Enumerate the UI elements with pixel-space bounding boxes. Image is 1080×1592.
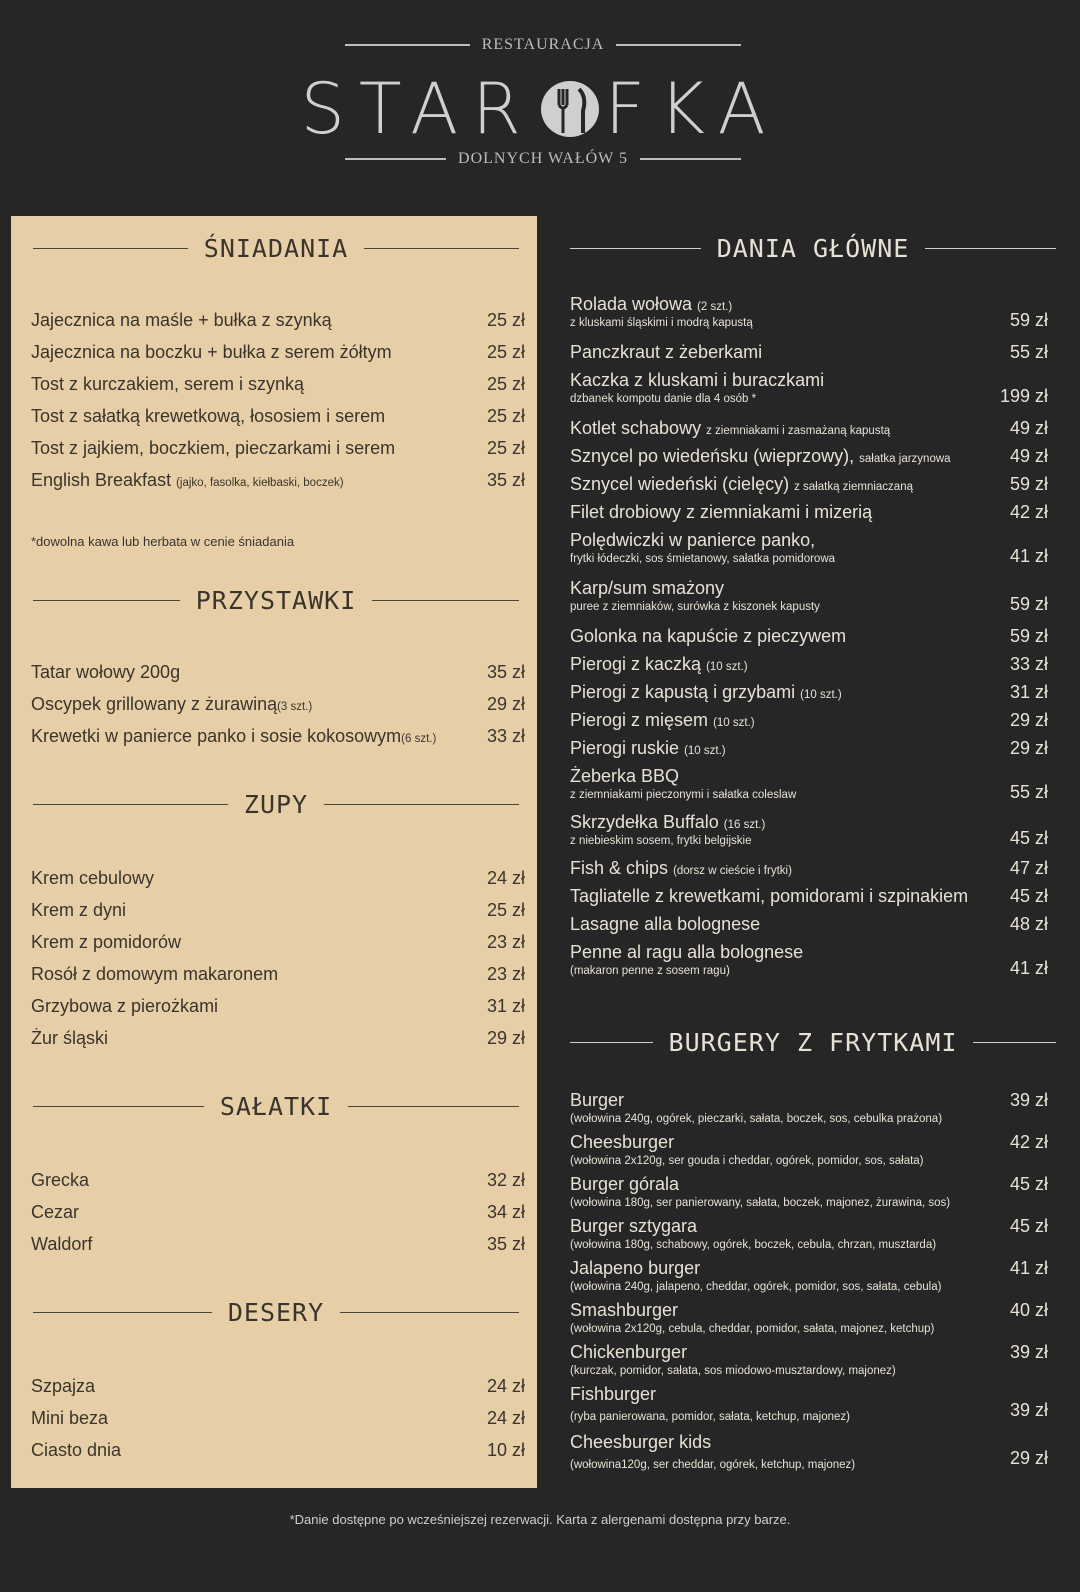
restaurant-logo	[0, 68, 1080, 150]
menu-item	[570, 654, 1048, 675]
menu-item	[31, 310, 525, 331]
item-description: puree z ziemniaków, surówka z kiszonek kapusty	[570, 601, 820, 613]
item-description: z kluskami śląskimi i modrą kapustą	[570, 317, 753, 329]
menu-item	[31, 1202, 525, 1223]
item-description: (makaron penne z sosem ragu)	[570, 965, 730, 977]
item-price: 59 zł	[1009, 594, 1048, 614]
logo-text-start: STAR	[300, 68, 535, 150]
section-heading-burgers	[570, 1028, 1056, 1057]
menu-item	[31, 470, 525, 491]
item-description: (wołowina 2x120g, ser gouda i cheddar, ogórek, pomidor, sos, sałata)	[570, 1155, 924, 1167]
item-name: Panczkraut z żeberkami	[570, 342, 763, 362]
divider	[33, 600, 180, 602]
restaurant-address: DOLNYCH WAŁÓW 5	[458, 150, 628, 167]
menu-item	[570, 914, 1048, 935]
menu-item	[570, 1132, 1048, 1167]
item-price: 49 zł	[1009, 418, 1048, 438]
item-price: 45 zł	[1009, 1174, 1048, 1194]
menu-item	[570, 474, 1048, 495]
item-description: (wołowina 180g, schabowy, ogórek, boczek, cebula, chrzan, musztarda)	[570, 1239, 937, 1251]
item-name: Kaczka z kluskami i buraczkami	[570, 370, 825, 390]
header-top-line	[345, 36, 741, 54]
item-price: 59 zł	[1009, 310, 1048, 330]
right-menu-column	[560, 216, 1060, 1496]
item-price: 42 zł	[1009, 1132, 1048, 1152]
section-heading-salads	[33, 1092, 519, 1121]
section-heading-soups	[33, 790, 519, 819]
divider	[973, 1042, 1056, 1044]
item-description: (wołowina 240g, jalapeno, cheddar, ogórek, pomidor, sos, sałata, cebula)	[570, 1281, 942, 1293]
item-price: 25 zł	[486, 342, 525, 362]
item-price: 55 zł	[1009, 782, 1048, 802]
item-name: Jajecznica na maśle + bułka z szynką	[31, 310, 332, 330]
item-name: Chickenburger	[570, 1342, 688, 1362]
item-price: 25 zł	[486, 406, 525, 426]
menu-item	[31, 1170, 525, 1191]
menu-item	[570, 294, 1048, 329]
item-price: 29 zł	[1009, 710, 1048, 730]
item-price: 59 zł	[1009, 474, 1048, 494]
item-description: (wołowina 2x120g, cebula, cheddar, pomidor, sałata, majonez, ketchup)	[570, 1323, 935, 1335]
section-heading-mains	[570, 234, 1056, 263]
item-price: 29 zł	[1009, 738, 1048, 758]
menu-item	[570, 626, 1048, 647]
menu-item	[570, 1174, 1048, 1209]
item-description: (ryba panierowana, pomidor, sałata, ketchup, majonez)	[570, 1411, 850, 1423]
divider	[324, 804, 519, 806]
item-name: Waldorf	[31, 1234, 93, 1254]
item-name: Grecka	[31, 1170, 90, 1190]
menu-item	[570, 710, 1048, 731]
item-description: z niebieskim sosem, frytki belgijskie	[570, 835, 752, 847]
menu-item	[570, 682, 1048, 703]
header-bottom-line	[345, 150, 741, 168]
item-price: 59 zł	[1009, 626, 1048, 646]
item-price: 39 zł	[1009, 1090, 1048, 1110]
section-title: SAŁATKI	[219, 1092, 333, 1121]
item-name: Tagliatelle z krewetkami, pomidorami i szpinakiem	[570, 886, 969, 906]
item-name: Rosół z domowym makaronem	[31, 964, 279, 984]
item-description: z ziemniakami pieczonymi i sałatka coleslaw	[570, 789, 797, 801]
item-note: z sałatką ziemniaczaną	[794, 481, 913, 493]
item-price: 25 zł	[486, 310, 525, 330]
item-description: (kurczak, pomidor, sałata, sos miodowo-musztardowy, majonez)	[570, 1365, 896, 1377]
menu-item	[31, 438, 525, 459]
item-name: Sznycel po wiedeńsku (wieprzowy),	[570, 446, 855, 466]
item-price: 32 zł	[486, 1170, 525, 1190]
item-name: Pierogi z kapustą i grzybami	[570, 682, 796, 702]
item-price: 29 zł	[1009, 1448, 1048, 1468]
menu-item	[31, 374, 525, 395]
item-price: 35 zł	[486, 1234, 525, 1254]
menu-item	[31, 1408, 525, 1429]
item-name: Smashburger	[570, 1300, 679, 1320]
divider	[640, 158, 741, 160]
menu-item	[31, 932, 525, 953]
menu-item	[31, 964, 525, 985]
item-price: 35 zł	[486, 470, 525, 490]
item-name: Mini beza	[31, 1408, 109, 1428]
divider	[345, 158, 446, 160]
item-name: Pierogi z kaczką	[570, 654, 702, 674]
item-price: 23 zł	[486, 964, 525, 984]
menu-item	[570, 1384, 1048, 1423]
menu-item	[570, 942, 1048, 977]
menu-item	[31, 662, 525, 683]
menu-item	[31, 1234, 525, 1255]
item-price: 31 zł	[1009, 682, 1048, 702]
item-name: Fishburger	[570, 1384, 657, 1404]
menu-item	[570, 812, 1048, 847]
item-name: Golonka na kapuście z pieczywem	[570, 626, 847, 646]
item-name: Filet drobiowy z ziemniakami i mizerią	[570, 502, 873, 522]
item-name: Cheesburger kids	[570, 1432, 712, 1452]
item-name: Jalapeno burger	[570, 1258, 701, 1278]
item-name: Burger sztygara	[570, 1216, 698, 1236]
item-price: 39 zł	[1009, 1342, 1048, 1362]
item-name: Tost z sałatką krewetkową, łososiem i serem	[31, 406, 386, 426]
section-title: DANIA GŁÓWNE	[716, 234, 910, 263]
divider	[33, 248, 188, 250]
item-name: Kotlet schabowy	[570, 418, 702, 438]
menu-item	[31, 694, 525, 715]
divider	[364, 248, 519, 250]
item-price: 41 zł	[1009, 958, 1048, 978]
menu-item	[31, 868, 525, 889]
section-title: ŚNIADANIA	[203, 234, 349, 263]
restaurant-label: RESTAURACJA	[481, 36, 605, 53]
item-price: 24 zł	[486, 1408, 525, 1428]
item-name: Tost z jajkiem, boczkiem, pieczarkami i serem	[31, 438, 396, 458]
item-name: Sznycel wiedeński (cielęcy)	[570, 474, 790, 494]
menu-item	[31, 1028, 525, 1049]
section-heading-desserts	[33, 1298, 519, 1327]
section-title: BURGERY Z FRYTKAMI	[668, 1028, 958, 1057]
item-price: 199 zł	[999, 386, 1048, 406]
item-name: Żur śląski	[31, 1028, 109, 1048]
menu-item	[570, 1216, 1048, 1251]
item-name: Szpajza	[31, 1376, 96, 1396]
item-price: 23 zł	[486, 932, 525, 952]
item-name: Krem cebulowy	[31, 868, 155, 888]
item-name: Polędwiczki w panierce panko,	[570, 530, 816, 550]
item-name: Ciasto dnia	[31, 1440, 122, 1460]
item-name: Krem z dyni	[31, 900, 127, 920]
item-price: 24 zł	[486, 868, 525, 888]
item-price: 55 zł	[1009, 342, 1048, 362]
item-name: English Breakfast	[31, 470, 172, 490]
item-price: 25 zł	[486, 900, 525, 920]
menu-item	[31, 726, 525, 747]
item-price: 31 zł	[486, 996, 525, 1016]
section-title: DESERY	[227, 1298, 325, 1327]
item-name: Żeberka BBQ	[570, 766, 680, 786]
menu-item	[31, 996, 525, 1017]
item-price: 40 zł	[1009, 1300, 1048, 1320]
item-price: 42 zł	[1009, 502, 1048, 522]
item-price: 33 zł	[1009, 654, 1048, 674]
section-title: ZUPY	[243, 790, 309, 819]
item-name: Cezar	[31, 1202, 80, 1222]
restaurant-header	[0, 30, 1080, 180]
item-price: 35 zł	[486, 662, 525, 682]
item-description: (wołowina 240g, ogórek, pieczarki, sałata, boczek, sos, cebulka prażona)	[570, 1113, 943, 1125]
divider	[33, 804, 228, 806]
item-description: frytki łódeczki, sos śmietanowy, sałatka pomidorowa	[570, 553, 836, 565]
menu-item	[570, 858, 1048, 879]
divider	[348, 1106, 519, 1108]
item-price: 24 zł	[486, 1376, 525, 1396]
item-name: Pierogi z mięsem	[570, 710, 709, 730]
item-note: (dorsz w cieście i frytki)	[673, 865, 792, 877]
item-price: 39 zł	[1009, 1400, 1048, 1420]
menu-item	[570, 1342, 1048, 1377]
item-name: Pierogi ruskie	[570, 738, 680, 758]
logo-text-end: FKA	[604, 68, 780, 150]
item-note: z ziemniakami i zasmażaną kapustą	[706, 425, 891, 437]
divider	[925, 248, 1056, 250]
divider	[33, 1312, 212, 1314]
divider	[345, 44, 470, 46]
item-price: 48 zł	[1009, 914, 1048, 934]
section-title: PRZYSTAWKI	[195, 586, 357, 615]
item-note: (6 szt.)	[401, 733, 437, 745]
item-name: Penne al ragu alla bolognese	[570, 942, 804, 962]
item-note: (10 szt.)	[713, 717, 755, 729]
menu-item	[570, 1432, 1048, 1471]
menu-item	[570, 530, 1048, 565]
item-name: Jajecznica na boczku + bułka z serem żółtym	[31, 342, 392, 362]
item-name: Skrzydełka Buffalo	[570, 812, 719, 832]
menu-item	[31, 1440, 525, 1461]
menu-item	[31, 406, 525, 427]
divider	[570, 1042, 653, 1044]
item-name: Burger	[570, 1090, 625, 1110]
menu-item	[570, 418, 1048, 439]
item-description: dzbanek kompotu danie dla 4 osób *	[570, 393, 757, 405]
item-name: Fish & chips	[570, 858, 669, 878]
item-description: (wołowina 180g, ser panierowany, sałata, boczek, majonez, żurawina, sos)	[570, 1197, 951, 1209]
fork-knife-icon	[537, 79, 603, 139]
menu-item	[570, 502, 1048, 523]
item-price: 25 zł	[486, 374, 525, 394]
item-note: (10 szt.)	[800, 689, 842, 701]
item-price: 41 zł	[1009, 1258, 1048, 1278]
divider	[616, 44, 741, 46]
item-price: 45 zł	[1009, 1216, 1048, 1236]
item-note: (jajko, fasolka, kiełbaski, boczek)	[176, 477, 344, 489]
item-price: 10 zł	[486, 1440, 525, 1460]
menu-item	[31, 342, 525, 363]
item-price: 49 zł	[1009, 446, 1048, 466]
item-note: sałatka jarzynowa	[859, 453, 951, 465]
divider	[372, 600, 519, 602]
menu-item	[570, 766, 1048, 801]
divider	[340, 1312, 519, 1314]
item-name: Tost z kurczakiem, serem i szynką	[31, 374, 305, 394]
item-note: (2 szt.)	[697, 301, 733, 313]
item-price: 47 zł	[1009, 858, 1048, 878]
item-name: Krem z pomidorów	[31, 932, 182, 952]
menu-item	[570, 446, 1048, 467]
menu-item	[570, 886, 1048, 907]
item-name: Krewetki w panierce panko i sosie kokosowym	[31, 726, 402, 746]
menu-item	[570, 342, 1048, 363]
item-name: Tatar wołowy 200g	[31, 662, 181, 682]
breakfast-note: *dowolna kawa lub herbata w cenie śniadania	[31, 534, 295, 549]
item-name: Rolada wołowa	[570, 294, 693, 314]
menu-item	[570, 1090, 1048, 1125]
item-price: 25 zł	[486, 438, 525, 458]
item-name: Karp/sum smażony	[570, 578, 725, 598]
footer-note: *Danie dostępne po wcześniejszej rezerwacji. Karta z alergenami dostępna przy barze.	[289, 1512, 791, 1527]
menu-item	[570, 370, 1048, 405]
item-note: (10 szt.)	[706, 661, 748, 673]
menu-item	[570, 1258, 1048, 1293]
menu-item	[570, 1300, 1048, 1335]
menu-item	[570, 738, 1048, 759]
item-name: Oscypek grillowany z żurawiną	[31, 694, 278, 714]
divider	[33, 1106, 204, 1108]
item-name: Burger górala	[570, 1174, 680, 1194]
section-heading-starters	[33, 586, 519, 615]
menu-item	[31, 900, 525, 921]
item-price: 45 zł	[1009, 886, 1048, 906]
item-description: (wołowina120g, ser cheddar, ogórek, ketchup, majonez)	[570, 1459, 856, 1471]
menu-item	[570, 578, 1048, 613]
item-price: 34 zł	[486, 1202, 525, 1222]
item-price: 41 zł	[1009, 546, 1048, 566]
item-price: 33 zł	[486, 726, 525, 746]
menu-item	[31, 1376, 525, 1397]
item-price: 29 zł	[486, 694, 525, 714]
item-name: Cheesburger	[570, 1132, 675, 1152]
item-note: (10 szt.)	[684, 745, 726, 757]
item-name: Lasagne alla bolognese	[570, 914, 761, 934]
item-price: 29 zł	[486, 1028, 525, 1048]
left-menu-panel	[11, 216, 537, 1488]
divider	[570, 248, 701, 250]
item-note: (16 szt.)	[723, 819, 766, 831]
item-note: (3 szt.)	[277, 701, 313, 713]
section-heading-breakfast	[33, 234, 519, 263]
item-name: Grzybowa z pierożkami	[31, 996, 219, 1016]
item-price: 45 zł	[1009, 828, 1048, 848]
